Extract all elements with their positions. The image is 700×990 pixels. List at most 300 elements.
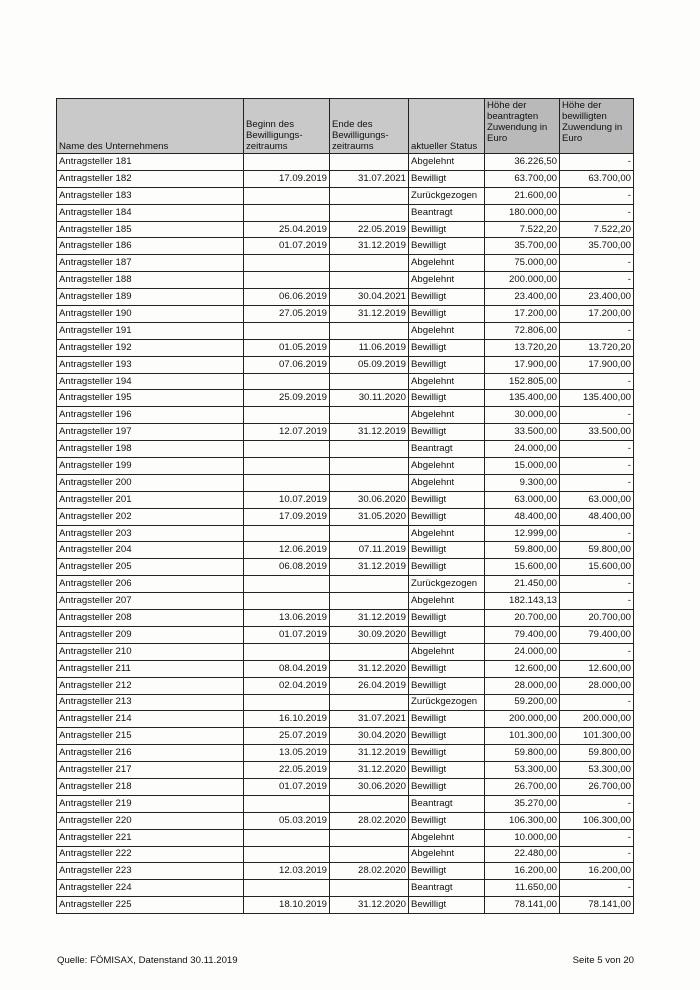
table-row — [57, 491, 634, 508]
source-note: Quelle: FÖMISAX, Datenstand 30.11.2019 — [57, 955, 238, 966]
cell-requested-amount: 75.000,00 — [485, 255, 560, 272]
cell-requested-amount: 26.700,00 — [485, 778, 560, 795]
cell-company-name: Antragsteller 188 — [57, 272, 244, 289]
cell-status: Bewilligt — [409, 356, 485, 373]
cell-granted-amount: 79.400,00 — [560, 626, 634, 643]
cell-begin-date — [244, 322, 330, 339]
table-row — [57, 373, 634, 390]
cell-status: Bewilligt — [409, 559, 485, 576]
cell-end-date — [330, 593, 409, 610]
cell-end-date — [330, 373, 409, 390]
cell-granted-amount: 13.720,20 — [560, 339, 634, 356]
cell-status: Bewilligt — [409, 897, 485, 914]
cell-status: Bewilligt — [409, 677, 485, 694]
cell-status: Bewilligt — [409, 610, 485, 627]
table-row — [57, 170, 634, 187]
cell-company-name: Antragsteller 205 — [57, 559, 244, 576]
cell-end-date: 31.05.2020 — [330, 508, 409, 525]
cell-granted-amount: 23.400,00 — [560, 289, 634, 306]
cell-requested-amount: 7.522,20 — [485, 221, 560, 238]
cell-company-name: Antragsteller 195 — [57, 390, 244, 407]
cell-company-name: Antragsteller 207 — [57, 593, 244, 610]
cell-status: Abgelehnt — [409, 525, 485, 542]
cell-begin-date: 07.06.2019 — [244, 356, 330, 373]
table-row — [57, 610, 634, 627]
header-end-date: Ende des Bewilligungs-zeitraums — [330, 99, 409, 154]
table-row — [57, 728, 634, 745]
cell-requested-amount: 24.000,00 — [485, 643, 560, 660]
cell-status: Bewilligt — [409, 711, 485, 728]
cell-end-date: 31.12.2020 — [330, 762, 409, 779]
cell-company-name: Antragsteller 220 — [57, 812, 244, 829]
table-row — [57, 272, 634, 289]
cell-status: Abgelehnt — [409, 474, 485, 491]
cell-company-name: Antragsteller 210 — [57, 643, 244, 660]
cell-requested-amount: 180.000,00 — [485, 204, 560, 221]
cell-company-name: Antragsteller 198 — [57, 441, 244, 458]
table-row — [57, 306, 634, 323]
table-row — [57, 897, 634, 914]
cell-company-name: Antragsteller 222 — [57, 846, 244, 863]
cell-granted-amount: - — [560, 373, 634, 390]
cell-status: Abgelehnt — [409, 829, 485, 846]
cell-requested-amount: 9.300,00 — [485, 474, 560, 491]
cell-end-date — [330, 272, 409, 289]
cell-end-date: 31.12.2019 — [330, 306, 409, 323]
cell-end-date — [330, 441, 409, 458]
cell-begin-date: 22.05.2019 — [244, 762, 330, 779]
table-row — [57, 846, 634, 863]
cell-company-name: Antragsteller 203 — [57, 525, 244, 542]
cell-requested-amount: 33.500,00 — [485, 424, 560, 441]
cell-company-name: Antragsteller 201 — [57, 491, 244, 508]
cell-status: Zurückgezogen — [409, 187, 485, 204]
cell-requested-amount: 17.900,00 — [485, 356, 560, 373]
cell-requested-amount: 15.600,00 — [485, 559, 560, 576]
cell-requested-amount: 63.000,00 — [485, 491, 560, 508]
cell-end-date — [330, 846, 409, 863]
cell-requested-amount: 59.800,00 — [485, 542, 560, 559]
cell-end-date: 26.04.2019 — [330, 677, 409, 694]
cell-end-date — [330, 407, 409, 424]
table-row — [57, 339, 634, 356]
table-row — [57, 762, 634, 779]
cell-company-name: Antragsteller 189 — [57, 289, 244, 306]
cell-requested-amount: 106.300,00 — [485, 812, 560, 829]
table-row — [57, 542, 634, 559]
cell-begin-date — [244, 694, 330, 711]
cell-status: Bewilligt — [409, 424, 485, 441]
cell-company-name: Antragsteller 225 — [57, 897, 244, 914]
table-row — [57, 711, 634, 728]
cell-end-date — [330, 880, 409, 897]
cell-status: Abgelehnt — [409, 154, 485, 171]
cell-granted-amount: 106.300,00 — [560, 812, 634, 829]
cell-begin-date — [244, 187, 330, 204]
cell-requested-amount: 12.600,00 — [485, 660, 560, 677]
cell-begin-date: 18.10.2019 — [244, 897, 330, 914]
cell-begin-date: 27.05.2019 — [244, 306, 330, 323]
cell-begin-date: 25.04.2019 — [244, 221, 330, 238]
table-header — [57, 99, 634, 154]
cell-granted-amount: 63.700,00 — [560, 170, 634, 187]
cell-requested-amount: 16.200,00 — [485, 863, 560, 880]
cell-granted-amount: 53.300,00 — [560, 762, 634, 779]
cell-requested-amount: 35.270,00 — [485, 795, 560, 812]
header-company-name: Name des Unternehmens — [57, 99, 244, 154]
cell-granted-amount: - — [560, 846, 634, 863]
table-row — [57, 424, 634, 441]
cell-begin-date — [244, 407, 330, 424]
cell-end-date — [330, 694, 409, 711]
table-row — [57, 204, 634, 221]
table-row — [57, 863, 634, 880]
cell-granted-amount: - — [560, 322, 634, 339]
cell-begin-date — [244, 829, 330, 846]
cell-granted-amount: 15.600,00 — [560, 559, 634, 576]
cell-end-date — [330, 154, 409, 171]
table-row — [57, 187, 634, 204]
cell-end-date: 30.06.2020 — [330, 778, 409, 795]
cell-granted-amount: 48.400,00 — [560, 508, 634, 525]
cell-begin-date — [244, 204, 330, 221]
cell-requested-amount: 15.000,00 — [485, 458, 560, 475]
cell-granted-amount: - — [560, 458, 634, 475]
cell-requested-amount: 79.400,00 — [485, 626, 560, 643]
cell-granted-amount: - — [560, 407, 634, 424]
cell-begin-date: 25.07.2019 — [244, 728, 330, 745]
cell-begin-date: 01.07.2019 — [244, 238, 330, 255]
cell-granted-amount: 59.800,00 — [560, 542, 634, 559]
cell-company-name: Antragsteller 194 — [57, 373, 244, 390]
cell-granted-amount: 17.200,00 — [560, 306, 634, 323]
cell-end-date — [330, 795, 409, 812]
cell-begin-date — [244, 373, 330, 390]
cell-granted-amount: 35.700,00 — [560, 238, 634, 255]
table-row — [57, 255, 634, 272]
table-row — [57, 677, 634, 694]
cell-company-name: Antragsteller 208 — [57, 610, 244, 627]
cell-status: Beantragt — [409, 795, 485, 812]
cell-begin-date: 13.05.2019 — [244, 745, 330, 762]
cell-granted-amount: - — [560, 643, 634, 660]
cell-end-date: 22.05.2019 — [330, 221, 409, 238]
cell-granted-amount: - — [560, 474, 634, 491]
cell-status: Abgelehnt — [409, 458, 485, 475]
cell-granted-amount: 63.000,00 — [560, 491, 634, 508]
cell-granted-amount: 16.200,00 — [560, 863, 634, 880]
cell-end-date — [330, 187, 409, 204]
cell-status: Bewilligt — [409, 762, 485, 779]
cell-company-name: Antragsteller 191 — [57, 322, 244, 339]
table-row — [57, 559, 634, 576]
cell-status: Zurückgezogen — [409, 576, 485, 593]
cell-end-date — [330, 829, 409, 846]
cell-begin-date: 01.07.2019 — [244, 626, 330, 643]
cell-requested-amount: 23.400,00 — [485, 289, 560, 306]
table-row — [57, 154, 634, 171]
cell-granted-amount: - — [560, 187, 634, 204]
cell-granted-amount: 33.500,00 — [560, 424, 634, 441]
cell-end-date — [330, 525, 409, 542]
cell-status: Abgelehnt — [409, 846, 485, 863]
table-row — [57, 458, 634, 475]
cell-end-date — [330, 643, 409, 660]
cell-end-date: 30.04.2021 — [330, 289, 409, 306]
table-row — [57, 778, 634, 795]
cell-company-name: Antragsteller 218 — [57, 778, 244, 795]
cell-status: Abgelehnt — [409, 407, 485, 424]
cell-granted-amount: - — [560, 576, 634, 593]
cell-begin-date — [244, 880, 330, 897]
cell-requested-amount: 59.800,00 — [485, 745, 560, 762]
cell-begin-date — [244, 576, 330, 593]
cell-company-name: Antragsteller 185 — [57, 221, 244, 238]
cell-status: Beantragt — [409, 880, 485, 897]
cell-status: Bewilligt — [409, 626, 485, 643]
cell-company-name: Antragsteller 197 — [57, 424, 244, 441]
cell-begin-date — [244, 154, 330, 171]
cell-end-date: 31.12.2019 — [330, 745, 409, 762]
cell-granted-amount: - — [560, 441, 634, 458]
cell-status: Bewilligt — [409, 238, 485, 255]
cell-end-date: 30.04.2020 — [330, 728, 409, 745]
cell-begin-date: 08.04.2019 — [244, 660, 330, 677]
cell-begin-date — [244, 795, 330, 812]
cell-end-date: 28.02.2020 — [330, 863, 409, 880]
cell-company-name: Antragsteller 223 — [57, 863, 244, 880]
cell-granted-amount: 200.000,00 — [560, 711, 634, 728]
cell-granted-amount: 20.700,00 — [560, 610, 634, 627]
cell-end-date: 31.12.2019 — [330, 238, 409, 255]
cell-requested-amount: 35.700,00 — [485, 238, 560, 255]
cell-end-date: 31.12.2020 — [330, 660, 409, 677]
cell-requested-amount: 36.226,50 — [485, 154, 560, 171]
cell-company-name: Antragsteller 196 — [57, 407, 244, 424]
cell-granted-amount: - — [560, 525, 634, 542]
cell-requested-amount: 28.000,00 — [485, 677, 560, 694]
cell-begin-date: 06.08.2019 — [244, 559, 330, 576]
cell-end-date: 31.12.2020 — [330, 897, 409, 914]
cell-company-name: Antragsteller 209 — [57, 626, 244, 643]
cell-granted-amount: 78.141,00 — [560, 897, 634, 914]
cell-begin-date: 12.07.2019 — [244, 424, 330, 441]
cell-requested-amount: 53.300,00 — [485, 762, 560, 779]
cell-status: Bewilligt — [409, 660, 485, 677]
cell-company-name: Antragsteller 211 — [57, 660, 244, 677]
cell-status: Abgelehnt — [409, 322, 485, 339]
cell-company-name: Antragsteller 204 — [57, 542, 244, 559]
header-requested-amount: Höhe der beantragten Zuwendung in Euro — [485, 99, 560, 154]
cell-requested-amount: 21.450,00 — [485, 576, 560, 593]
table-row — [57, 525, 634, 542]
cell-requested-amount: 30.000,00 — [485, 407, 560, 424]
cell-begin-date: 06.06.2019 — [244, 289, 330, 306]
cell-begin-date — [244, 441, 330, 458]
cell-end-date: 30.06.2020 — [330, 491, 409, 508]
cell-granted-amount: - — [560, 829, 634, 846]
cell-requested-amount: 200.000,00 — [485, 272, 560, 289]
cell-company-name: Antragsteller 206 — [57, 576, 244, 593]
table-row — [57, 795, 634, 812]
cell-granted-amount: 26.700,00 — [560, 778, 634, 795]
table-row — [57, 508, 634, 525]
table-row — [57, 322, 634, 339]
cell-company-name: Antragsteller 193 — [57, 356, 244, 373]
cell-end-date: 31.07.2021 — [330, 711, 409, 728]
cell-granted-amount: 101.300,00 — [560, 728, 634, 745]
cell-status: Bewilligt — [409, 778, 485, 795]
cell-company-name: Antragsteller 190 — [57, 306, 244, 323]
cell-begin-date: 12.03.2019 — [244, 863, 330, 880]
cell-granted-amount: 17.900,00 — [560, 356, 634, 373]
cell-requested-amount: 135.400,00 — [485, 390, 560, 407]
cell-status: Abgelehnt — [409, 373, 485, 390]
cell-status: Bewilligt — [409, 170, 485, 187]
cell-begin-date: 10.07.2019 — [244, 491, 330, 508]
cell-end-date: 30.09.2020 — [330, 626, 409, 643]
cell-requested-amount: 13.720,20 — [485, 339, 560, 356]
cell-company-name: Antragsteller 202 — [57, 508, 244, 525]
cell-status: Bewilligt — [409, 745, 485, 762]
table-row — [57, 576, 634, 593]
cell-status: Bewilligt — [409, 289, 485, 306]
cell-company-name: Antragsteller 199 — [57, 458, 244, 475]
cell-company-name: Antragsteller 212 — [57, 677, 244, 694]
cell-begin-date — [244, 643, 330, 660]
cell-company-name: Antragsteller 187 — [57, 255, 244, 272]
page-number: Seite 5 von 20 — [572, 955, 634, 966]
cell-status: Beantragt — [409, 204, 485, 221]
cell-company-name: Antragsteller 182 — [57, 170, 244, 187]
table-row — [57, 660, 634, 677]
cell-status: Zurückgezogen — [409, 694, 485, 711]
cell-end-date — [330, 204, 409, 221]
table-row — [57, 238, 634, 255]
cell-granted-amount: - — [560, 255, 634, 272]
table-row — [57, 221, 634, 238]
cell-status: Bewilligt — [409, 812, 485, 829]
cell-company-name: Antragsteller 215 — [57, 728, 244, 745]
table-row — [57, 390, 634, 407]
cell-requested-amount: 24.000,00 — [485, 441, 560, 458]
cell-status: Bewilligt — [409, 863, 485, 880]
cell-status: Bewilligt — [409, 728, 485, 745]
cell-status: Bewilligt — [409, 221, 485, 238]
table-row — [57, 643, 634, 660]
cell-company-name: Antragsteller 192 — [57, 339, 244, 356]
cell-company-name: Antragsteller 213 — [57, 694, 244, 711]
cell-status: Bewilligt — [409, 542, 485, 559]
cell-status: Abgelehnt — [409, 643, 485, 660]
table-row — [57, 745, 634, 762]
cell-begin-date: 05.03.2019 — [244, 812, 330, 829]
funding-table — [56, 98, 634, 914]
cell-requested-amount: 11.650,00 — [485, 880, 560, 897]
cell-requested-amount: 12.999,00 — [485, 525, 560, 542]
cell-company-name: Antragsteller 216 — [57, 745, 244, 762]
cell-end-date — [330, 576, 409, 593]
cell-begin-date — [244, 593, 330, 610]
cell-end-date: 30.11.2020 — [330, 390, 409, 407]
cell-requested-amount: 152.805,00 — [485, 373, 560, 390]
cell-status: Abgelehnt — [409, 593, 485, 610]
cell-begin-date — [244, 474, 330, 491]
cell-begin-date — [244, 846, 330, 863]
cell-requested-amount: 21.600,00 — [485, 187, 560, 204]
cell-end-date — [330, 474, 409, 491]
table-row — [57, 593, 634, 610]
table-body — [57, 154, 634, 914]
table-row — [57, 289, 634, 306]
cell-requested-amount: 182.143,13 — [485, 593, 560, 610]
cell-status: Abgelehnt — [409, 255, 485, 272]
cell-company-name: Antragsteller 219 — [57, 795, 244, 812]
cell-granted-amount: - — [560, 880, 634, 897]
cell-requested-amount: 22.480,00 — [485, 846, 560, 863]
cell-requested-amount: 78.141,00 — [485, 897, 560, 914]
cell-status: Bewilligt — [409, 390, 485, 407]
table-row — [57, 356, 634, 373]
cell-status: Bewilligt — [409, 306, 485, 323]
cell-begin-date: 02.04.2019 — [244, 677, 330, 694]
cell-requested-amount: 20.700,00 — [485, 610, 560, 627]
cell-status: Bewilligt — [409, 491, 485, 508]
cell-status: Abgelehnt — [409, 272, 485, 289]
cell-status: Bewilligt — [409, 508, 485, 525]
cell-begin-date — [244, 458, 330, 475]
cell-requested-amount: 63.700,00 — [485, 170, 560, 187]
cell-begin-date — [244, 255, 330, 272]
cell-granted-amount: 28.000,00 — [560, 677, 634, 694]
cell-granted-amount: 12.600,00 — [560, 660, 634, 677]
cell-begin-date: 12.06.2019 — [244, 542, 330, 559]
cell-granted-amount: 135.400,00 — [560, 390, 634, 407]
cell-company-name: Antragsteller 183 — [57, 187, 244, 204]
table-row — [57, 474, 634, 491]
cell-granted-amount: 59.800,00 — [560, 745, 634, 762]
cell-begin-date: 13.06.2019 — [244, 610, 330, 627]
cell-requested-amount: 48.400,00 — [485, 508, 560, 525]
table-row — [57, 694, 634, 711]
cell-begin-date: 25.09.2019 — [244, 390, 330, 407]
cell-company-name: Antragsteller 186 — [57, 238, 244, 255]
cell-company-name: Antragsteller 181 — [57, 154, 244, 171]
table-row — [57, 626, 634, 643]
cell-granted-amount: - — [560, 593, 634, 610]
cell-requested-amount: 10.000,00 — [485, 829, 560, 846]
cell-company-name: Antragsteller 221 — [57, 829, 244, 846]
cell-end-date: 28.02.2020 — [330, 812, 409, 829]
cell-begin-date — [244, 525, 330, 542]
cell-begin-date: 01.05.2019 — [244, 339, 330, 356]
cell-requested-amount: 17.200,00 — [485, 306, 560, 323]
cell-status: Bewilligt — [409, 339, 485, 356]
cell-end-date: 07.11.2019 — [330, 542, 409, 559]
cell-begin-date: 01.07.2019 — [244, 778, 330, 795]
cell-end-date: 31.12.2019 — [330, 424, 409, 441]
table-row — [57, 829, 634, 846]
cell-company-name: Antragsteller 200 — [57, 474, 244, 491]
cell-begin-date: 16.10.2019 — [244, 711, 330, 728]
cell-granted-amount: - — [560, 154, 634, 171]
cell-end-date — [330, 458, 409, 475]
cell-requested-amount: 59.200,00 — [485, 694, 560, 711]
cell-end-date: 11.06.2019 — [330, 339, 409, 356]
cell-begin-date — [244, 272, 330, 289]
cell-requested-amount: 200.000,00 — [485, 711, 560, 728]
cell-status: Beantragt — [409, 441, 485, 458]
